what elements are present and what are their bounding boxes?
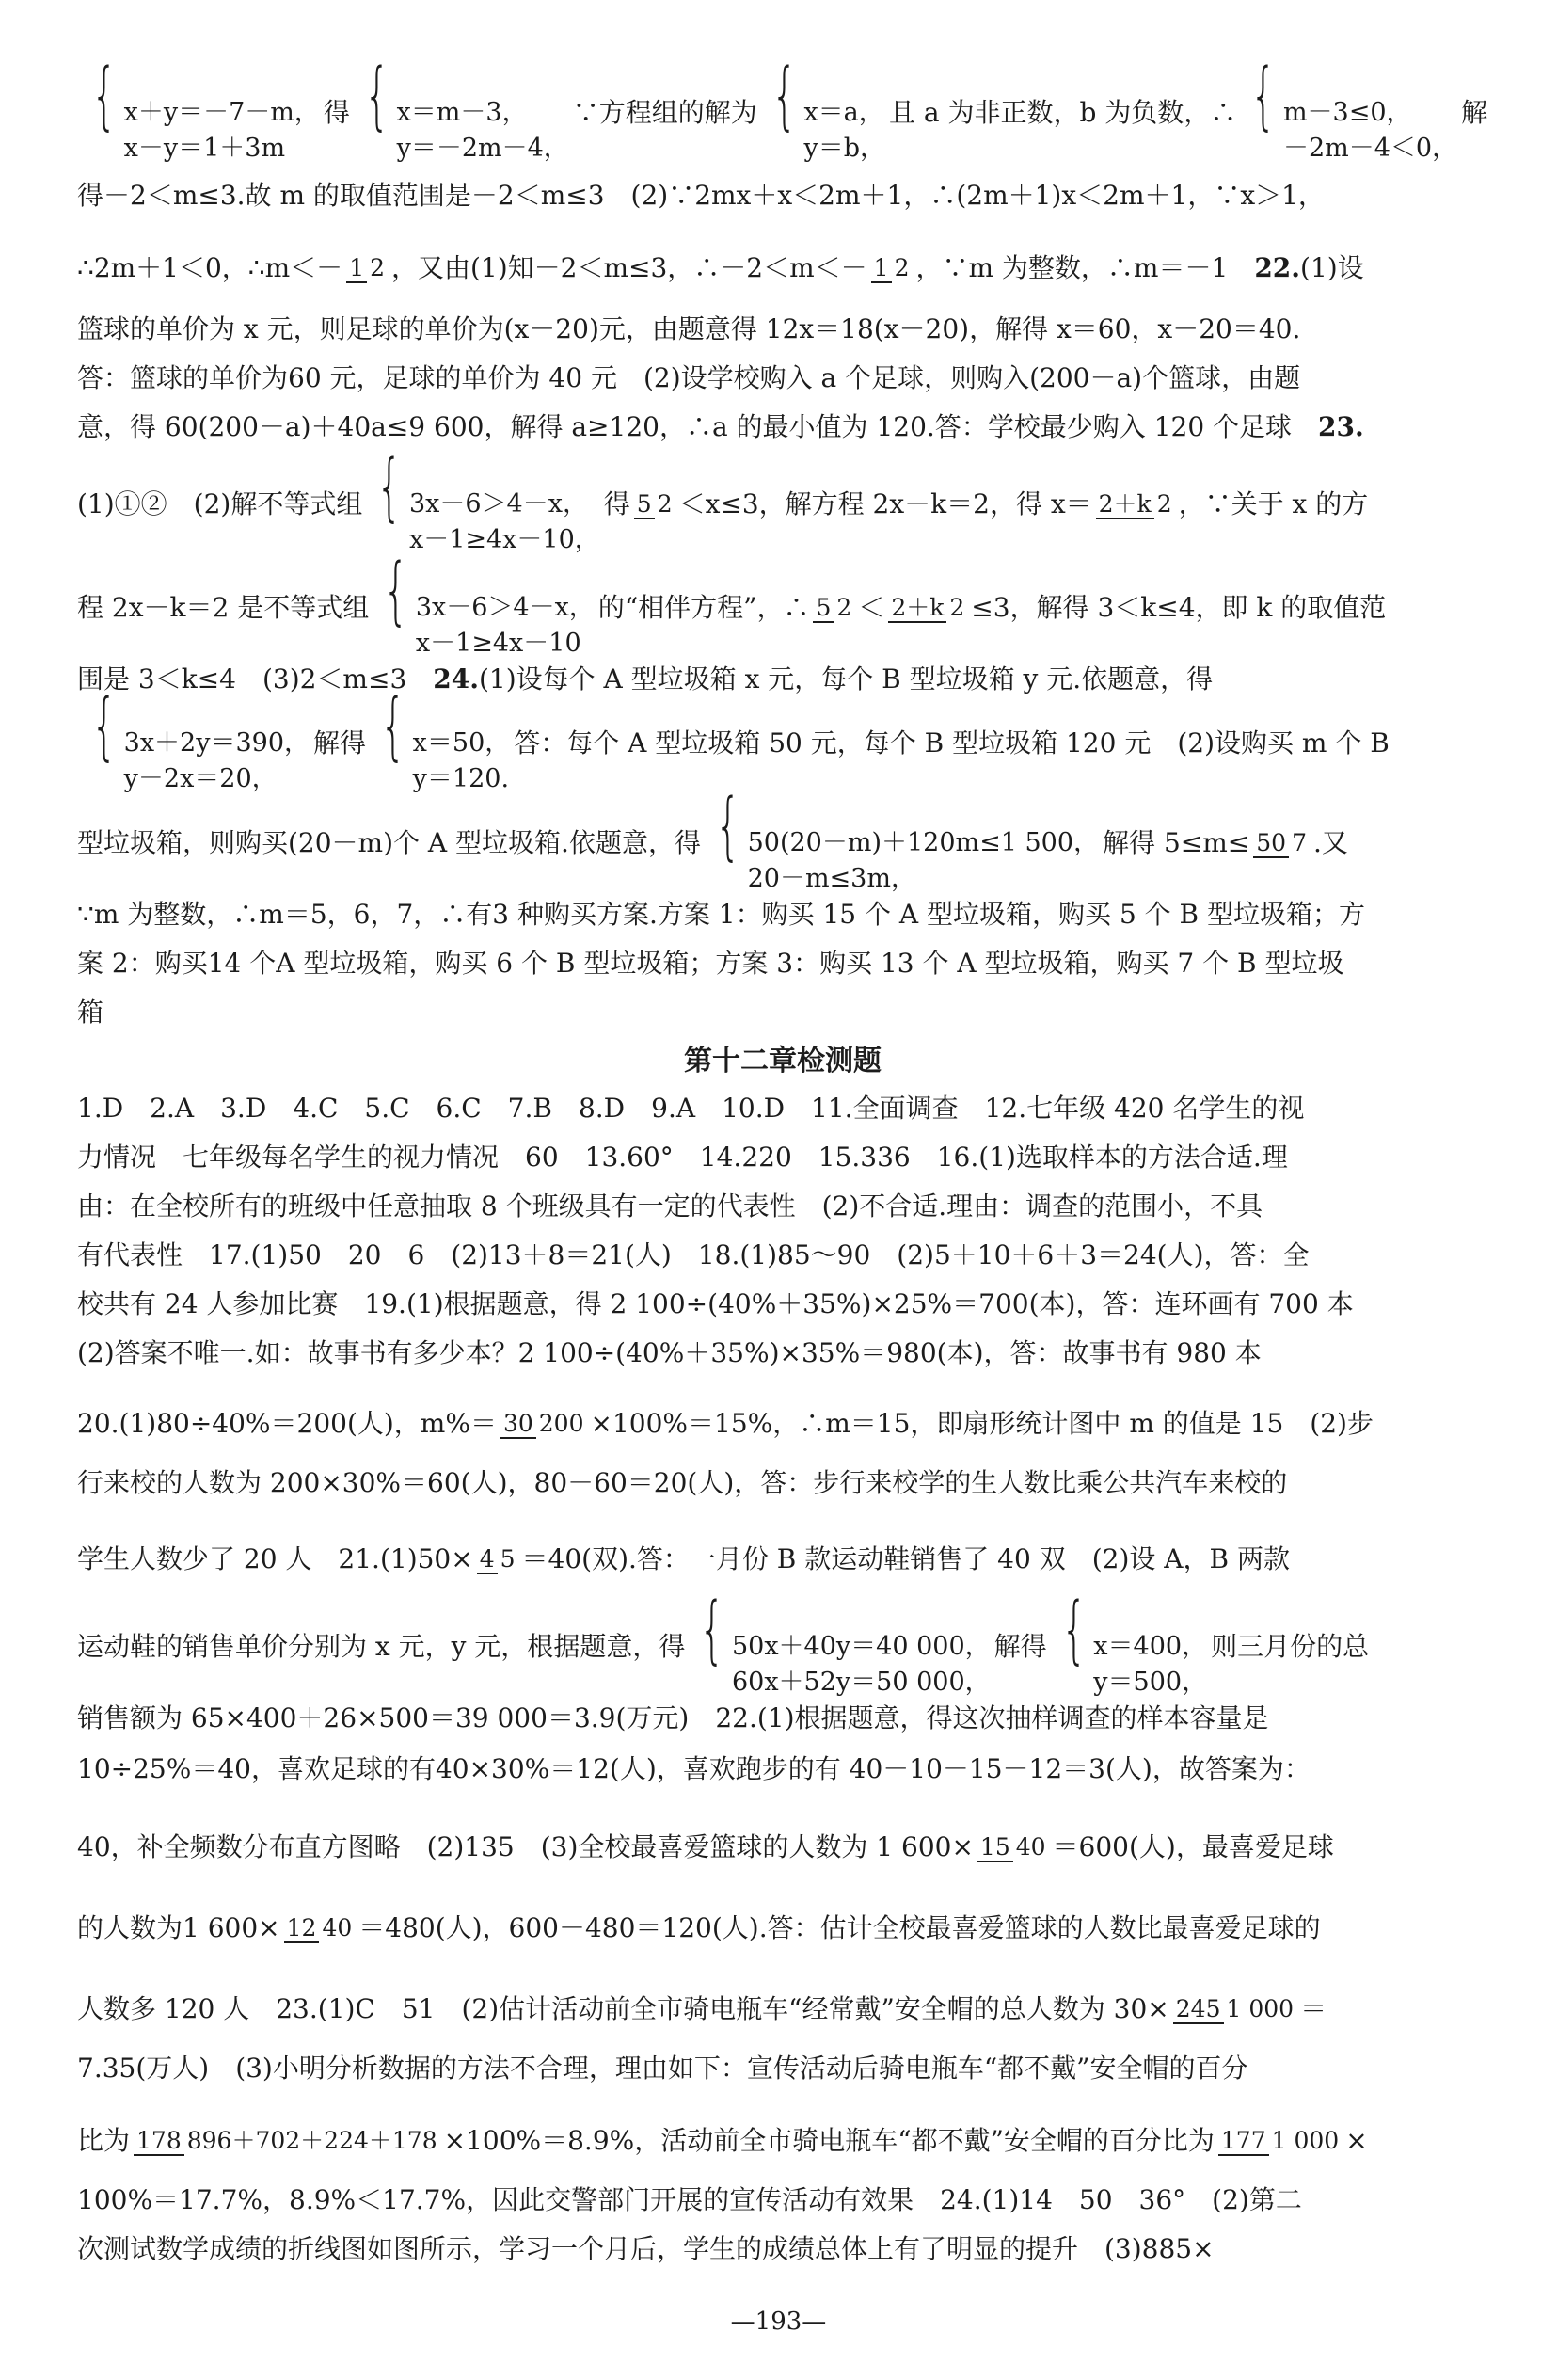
text-line <box>77 684 1488 793</box>
denominator: 1 000 <box>1226 1995 1295 2022</box>
text-segment: (1)①② (2)解不等式组 <box>77 488 363 519</box>
text-line: 案 2：购买14 个A 型垃圾箱，购买 6 个 B 型垃圾箱；方案 3：购买 13 个 A 型垃圾箱，购买 7 个 B 型垃圾 <box>77 948 1344 979</box>
text-line: 100%＝17.7%，8.9%＜17.7%，因此交警部门开展的宣传活动有效果 24.(1)14 50 36° (2)第二 <box>77 2184 1302 2215</box>
equation-system: { x＝50， y＝120. <box>370 690 510 797</box>
text-segment: ＜x≤3，解方程 2x－k＝2，得 x＝ <box>678 488 1092 519</box>
text-segment: 得 <box>603 488 630 519</box>
equation-system: { 3x＋2y＝390， y－2x＝20， <box>81 690 310 797</box>
fraction <box>888 594 967 622</box>
equation-system: { x＝m－3， y＝－2m－4， <box>354 59 569 167</box>
chapter-title: 第十二章检测题 <box>684 1045 882 1078</box>
numerator: 245 <box>1173 1995 1224 2024</box>
equation-row: y＝－2m－4， <box>396 134 569 163</box>
text-segment: ×100%＝15%，∴m＝15，即扇形统计图中 m 的值是 15 (2)步 <box>590 1408 1374 1439</box>
text-segment: 得 <box>323 97 350 128</box>
equation-row: m－3≤0， <box>1282 98 1412 127</box>
text-line <box>77 1814 1488 1880</box>
denominator: 40 <box>1015 1833 1046 1861</box>
text-segment: 程 2x－k＝2 是不等式组 <box>77 592 370 623</box>
text-segment: 解 <box>1461 97 1488 128</box>
fraction <box>134 2127 440 2155</box>
denominator: 2 <box>949 594 965 621</box>
equation-row: 50x＋40y＝40 000， <box>731 1632 991 1661</box>
text-line <box>77 1976 1488 2042</box>
text-segment: 型垃圾箱，则购买(20－m)个 A 型垃圾箱.依题意，得 <box>77 827 701 858</box>
text-segment: ∴2m＋1＜0，∴m＜－ <box>77 252 343 283</box>
text-line: 10÷25%＝40，喜欢足球的有40×30%＝12(人)，喜欢跑步的有 40－10－15－12＝3(人)，故答案为： <box>77 1753 1311 1784</box>
equation-row: x－y＝1＋3m <box>123 134 286 163</box>
equation-system: { 50x＋40y＝40 000， 60x＋52y＝50 000， <box>689 1593 990 1701</box>
text-segment: 20.(1)80÷40%＝200(人)，m%＝ <box>77 1408 497 1439</box>
text-segment: ＝40(双).答：一月份 B 款运动鞋销售了 40 双 (2)设 A，B 两款 <box>521 1543 1290 1574</box>
text-segment: 比为 <box>77 2125 131 2156</box>
text-segment: ，又由(1)知－2＜m≤3，∴－2＜m＜－ <box>391 252 867 283</box>
equation-row: －2m－4＜0， <box>1282 134 1458 163</box>
denominator: 40 <box>322 1914 353 1941</box>
numerator: 50 <box>1253 829 1289 858</box>
text-segment: 解得 5≤m≤ <box>1103 827 1250 858</box>
equation-system: { 3x－6＞4－x， x－1≥4x－10， <box>366 451 599 558</box>
text-segment: 围是 3＜k≤4 (3)2＜m≤3 <box>77 663 434 695</box>
equation-row: y＝120. <box>412 764 510 793</box>
text-line: 箱 <box>77 997 104 1028</box>
text-segment: .又 <box>1312 827 1348 858</box>
equation-row: x＝m－3， <box>396 98 528 127</box>
denominator: 2 <box>1156 490 1172 518</box>
text-line <box>77 445 1488 554</box>
equation-system: { x＝a， y＝b， <box>761 59 885 167</box>
equation-row: x＝400， <box>1093 1632 1208 1661</box>
fraction <box>634 490 675 519</box>
numerator: 2＋k <box>1096 490 1154 519</box>
text-line <box>77 1895 1488 1961</box>
text-segment: ＜ <box>858 592 885 623</box>
text-line: 篮球的单价为 x 元，则足球的单价为(x－20)元，由题意得 12x＝18(x－20)，解得 x＝60，x－20＝40. <box>77 313 1301 344</box>
text-line: 由：在全校所有的班级中任意抽取 8 个班级具有一定的代表性 (2)不合适.理由：调查的范围小，不具 <box>77 1190 1263 1222</box>
numerator: 5 <box>813 594 834 623</box>
denominator: 1 000 <box>1271 2127 1340 2154</box>
numerator: 30 <box>500 1410 536 1439</box>
denominator: 2 <box>894 254 910 281</box>
fraction <box>477 1545 518 1573</box>
equation-row: 60x＋52y＝50 000， <box>731 1668 991 1697</box>
fraction <box>500 1410 587 1438</box>
text-line <box>77 408 1488 446</box>
equation-row: 20－m≤3m， <box>747 864 916 893</box>
text-segment: 的人数为1 600× <box>77 1912 280 1943</box>
equation-row: x－1≥4x－10 <box>415 629 581 658</box>
text-line: 力情况 七年级每名学生的视力情况 60 13.60° 14.220 15.336 16.(1)选取样本的方法合适.理 <box>77 1142 1288 1173</box>
equation-system: { x＋y＝－7－m， x－y＝1＋3m <box>81 59 320 167</box>
fraction <box>346 254 388 282</box>
denominator: 896＋702＋224＋178 <box>186 2127 437 2154</box>
equation-row: 50(20－m)＋120m≤1 500， <box>747 828 1100 857</box>
text-segment: ，∵关于 x 的方 <box>1178 488 1369 519</box>
numerator: 5 <box>634 490 655 519</box>
text-line: 7.35(万人) (3)小明分析数据的方法不合理，理由如下：宣传活动后骑电瓶车“都不戴”安全帽的百分 <box>77 2053 1248 2084</box>
question-number: 22. <box>1254 252 1301 283</box>
text-line: 销售额为 65×400＋26×500＝39 000＝3.9(万元) 22.(1)根据题意，得这次抽样调查的样本容量是 <box>77 1702 1269 1733</box>
text-segment: (1)设 <box>1300 252 1364 283</box>
numerator: 15 <box>977 1833 1013 1862</box>
fraction <box>1173 1995 1296 2023</box>
equation-row: x＝50， <box>412 728 511 758</box>
equation-system: { 3x－6＞4－x， x－1≥4x－10 <box>373 554 595 662</box>
text-segment: ∵方程组的解为 <box>572 97 757 128</box>
text-segment: 解得 <box>313 727 367 759</box>
denominator: 5 <box>500 1545 516 1573</box>
denominator: 200 <box>538 1410 584 1437</box>
denominator: 2 <box>657 490 673 518</box>
text-segment: × <box>1345 2125 1368 2156</box>
equation-system: { x＝400， y＝500， <box>1051 1593 1207 1701</box>
equation-system: { m－3≤0， －2m－4＜0， <box>1240 59 1457 167</box>
denominator: 2 <box>370 254 385 281</box>
text-line: 答：篮球的单价为60 元，足球的单价为 40 元 (2)设学校购入 a 个足球，则购入(200－a)个篮球，由题 <box>77 362 1301 393</box>
denominator: 7 <box>1292 829 1307 856</box>
fraction <box>1096 490 1175 519</box>
text-line <box>77 1391 1488 1457</box>
text-line <box>77 784 1488 893</box>
text-line: 次测试数学成绩的折线图如图所示，学习一个月后，学生的成绩总体上有了明显的提升 (3)885× <box>77 2233 1215 2264</box>
equation-row: x－1≥4x－10， <box>408 525 600 554</box>
text-segment: ＝600(人)，最喜爱足球 <box>1052 1831 1334 1862</box>
text-line: 1.D 2.A 3.D 4.C 5.C 6.C 7.B 8.D 9.A 10.D 11.全面调查 12.七年级 420 名学生的视 <box>77 1093 1305 1124</box>
text-line <box>77 54 1488 163</box>
text-segment: (1)设每个 A 型垃圾箱 x 元，每个 B 型垃圾箱 y 元.依题意，得 <box>478 663 1214 695</box>
text-line: ∵m 为整数，∴m＝5，6，7，∴有3 种购买方案.方案 1：购买 15 个 A 型垃圾箱，购买 5 个 B 型垃圾箱；方 <box>77 899 1366 930</box>
text-line <box>77 549 1488 658</box>
numerator: 1 <box>871 254 892 283</box>
text-line <box>77 1526 1488 1592</box>
equation-row: x＝a， <box>803 98 884 127</box>
equation-row: y＝b， <box>803 134 885 163</box>
equation-row: y－2x＝20， <box>123 764 278 793</box>
text-line <box>77 1588 1488 1697</box>
text-segment: 答：每个 A 型垃圾箱 50 元，每个 B 型垃圾箱 120 元 (2)设购买 m 个 B <box>514 727 1390 759</box>
equation-row: x＋y＝－7－m， <box>123 98 320 127</box>
numerator: 1 <box>346 254 367 283</box>
text-segment: 意，得 60(200－a)＋40a≤9 600，解得 a≥120，∴a 的最小值为 120.答：学校最少购入 120 个足球 <box>77 411 1319 442</box>
text-segment: ×100%＝8.9%，活动前全市骑电瓶车“都不戴”安全帽的百分比为 <box>443 2125 1215 2156</box>
equation-row: 3x－6＞4－x， <box>415 593 595 622</box>
question-number: 23. <box>1318 411 1364 442</box>
fraction <box>871 254 913 282</box>
text-segment: 运动鞋的销售单价分别为 x 元，y 元，根据题意，得 <box>77 1631 686 1662</box>
fraction <box>977 1833 1049 1861</box>
text-segment: ＝480(人)，600－480＝120(人).答：估计全校最喜爱篮球的人数比最喜爱足球的 <box>358 1912 1321 1943</box>
fraction <box>1218 2127 1342 2155</box>
text-line: 得－2＜m≤3.故 m 的取值范围是－2＜m≤3 (2)∵2mx＋x＜2m＋1，∴(2m＋1)x＜2m＋1，∵x＞1， <box>77 180 1325 211</box>
numerator: 177 <box>1218 2127 1269 2156</box>
fraction <box>284 1914 356 1942</box>
text-line: 行来校的人数为 200×30%＝60(人)，80－60＝20(人)，答：步行来校学的生人数比乘公共汽车来校的 <box>77 1467 1288 1498</box>
equation-row: 3x＋2y＝390， <box>123 728 310 758</box>
text-segment: 且 a 为非正数，b 为负数，∴ <box>888 97 1237 128</box>
numerator: 12 <box>284 1914 320 1943</box>
denominator: 2 <box>836 594 852 621</box>
text-segment: ＝ <box>1300 1993 1327 2024</box>
text-line <box>77 2108 1488 2174</box>
text-segment: ≤3，解得 3＜k≤4，即 k 的取值范 <box>971 592 1387 623</box>
text-line: (2)答案不唯一.如：故事书有多少本？2 100÷(40%＋35%)×35%＝980(本)，答：故事书有 980 本 <box>77 1337 1262 1368</box>
page-number: —193— <box>730 2308 827 2336</box>
text-segment: 学生人数少了 20 人 21.(1)50× <box>77 1543 473 1574</box>
text-segment: 解得 <box>993 1631 1047 1662</box>
equation-row: y＝500， <box>1093 1668 1208 1697</box>
text-line: 有代表性 17.(1)50 20 6 (2)13＋8＝21(人) 18.(1)85～90 (2)5＋10＋6＋3＝24(人)，答：全 <box>77 1239 1310 1270</box>
question-number: 24. <box>433 663 479 695</box>
text-segment: 40，补全频数分布直方图略 (2)135 (3)全校最喜爱篮球的人数为 1 600× <box>77 1831 974 1862</box>
numerator: 4 <box>477 1545 498 1574</box>
equation-system: { 50(20－m)＋120m≤1 500， 20－m≤3m， <box>705 790 1099 897</box>
text-line: 校共有 24 人参加比赛 19.(1)根据题意，得 2 100÷(40%＋35%)×25%＝700(本)，答：连环画有 700 本 <box>77 1288 1354 1319</box>
numerator: 178 <box>134 2127 184 2156</box>
text-segment: 的“相伴方程”，∴ <box>597 592 810 623</box>
fraction <box>813 594 854 622</box>
text-segment: 则三月份的总 <box>1211 1631 1370 1662</box>
text-line <box>77 235 1488 301</box>
equation-row: 3x－6＞4－x， <box>408 489 588 519</box>
text-segment: 人数多 120 人 23.(1)C 51 (2)估计活动前全市骑电瓶车“经常戴”安全帽的总人数为 30× <box>77 1993 1169 2024</box>
numerator: 2＋k <box>888 594 946 623</box>
fraction <box>1253 829 1310 857</box>
text-segment: ，∵m 为整数，∴m＝－1 <box>915 252 1255 283</box>
